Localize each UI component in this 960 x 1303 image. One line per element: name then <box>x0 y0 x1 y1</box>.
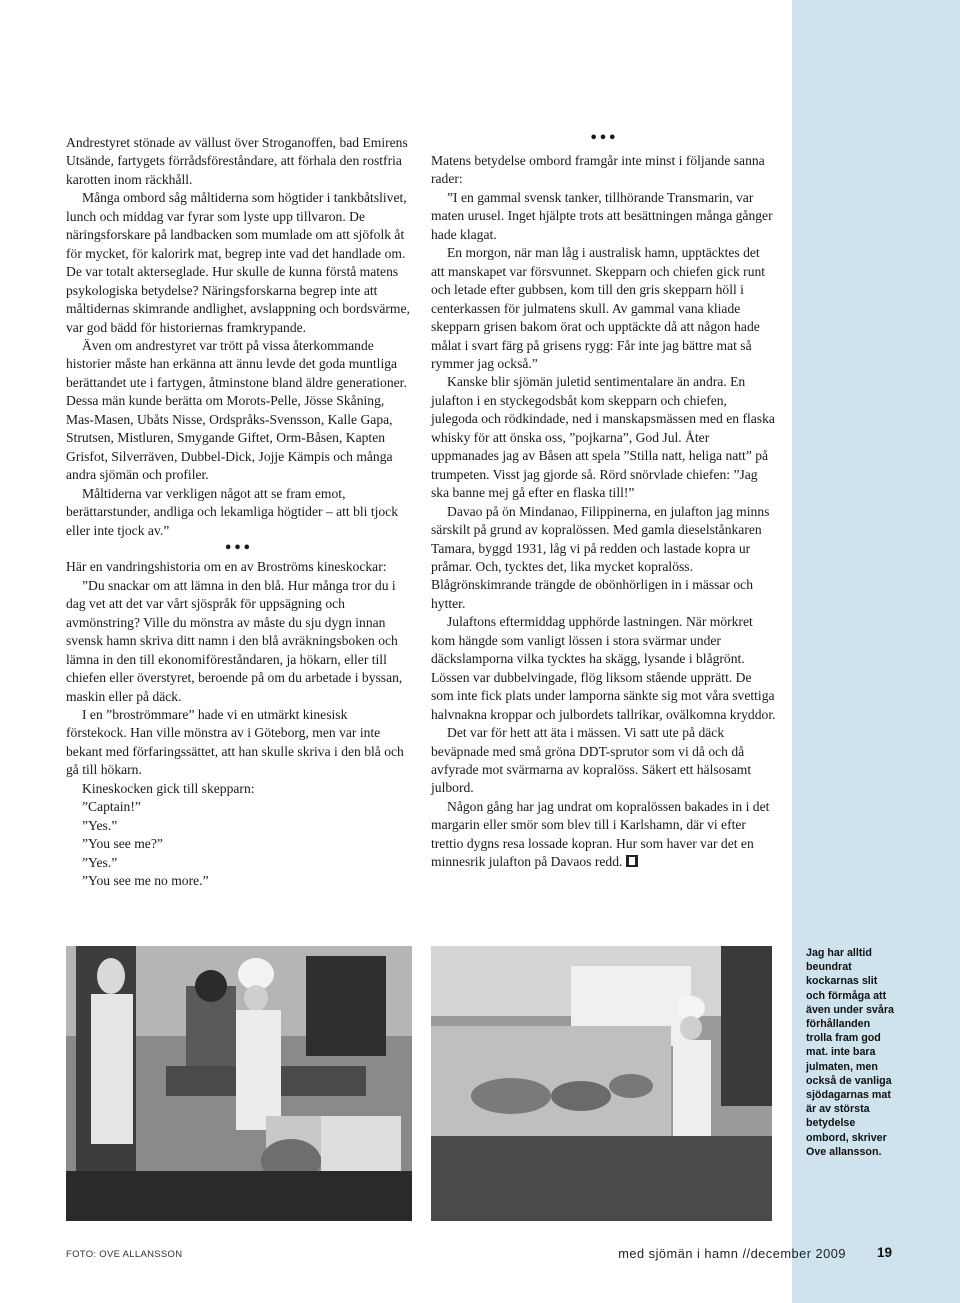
paragraph: Matens betydelse ombord framgår inte minst i följande sanna rader: <box>431 153 765 187</box>
paragraph: En morgon, när man låg i australisk hamn, upptäcktes det att manskapet var försvunnet. Skepparn och chiefen gick runt och letade efter gubbsen, kom till den gris skepparn höll i centerkassen för julmatens skull. Av gammal vana kliade skepparn grisen bakom örat och upptäckte då att någon hade målat i svart färg på grisens rygg: Får inte jag bättre mat så rymmer jag också.” <box>431 245 766 371</box>
paragraph: Många ombord såg måltiderna som högtider i tankbåtslivet, lunch och middag var fyrar som lyste upp tillvaron. De näringsforskare på landbacken som mumlade om att sjöfolk åt för mycket, för kalorirk mat, begrep inte vad det handlade om. De var totalt akterseglade. Hur skulle de kunna förstå matens psykologiska betydelse? Näringsforskarna begrep inte att måltidernas skimrande andlighet, avslappning och bordsvärme, var god bädd för historiernas framkrypande. <box>66 190 410 335</box>
dialogue-line: ”You see me no more.” <box>82 873 209 889</box>
paragraph: Kineskocken gick till skepparn: <box>82 780 255 796</box>
paragraph <box>431 798 776 872</box>
paragraph: Det var för hett att äta i mässen. Vi satt ute på däck beväpnade med små gröna DDT-sprutor som vi då och då avfyrade mot svärmarna av kopralöss. Säkert ett hälsosamt julbord. <box>431 725 752 796</box>
dialogue-line: ”You see me?” <box>82 836 163 852</box>
photo-cook-in-galley <box>431 946 772 1221</box>
page-number: 19 <box>877 1245 893 1260</box>
paragraph-text: Någon gång har jag undrat om kopralössen bakades in i det margarin eller smör som blev till i Karlshamn, där vi efter trettio dygns resa lossade kopran. Hur som haver var det en minnesrik julafton på Davaos redd. <box>431 798 770 870</box>
article-column-left <box>66 134 410 891</box>
dialogue-line: ”Yes.” <box>82 854 118 870</box>
paragraph: Davao på ön Mindanao, Filippinerna, en julafton jag minns särskilt på grund av kopralössen. Med gamla dieselstånkaren Tamara, byggd 1931, låg vi på redden och lastade kopra ur pråmar. Och, tycktes det, lika mycket kopralöss. Blågrönskimrande trängde de obönhörligen in i mässar och hytter. <box>431 503 770 611</box>
end-mark-icon <box>626 855 638 867</box>
magazine-issue-label: med sjömän i hamn //december 2009 <box>618 1246 846 1261</box>
photo-galley-cooks <box>66 946 412 1221</box>
paragraph: Andrestyret stönade av vällust över Stroganoffen, bad Emirens Utsände, fartygets förrådsföreståndare, att förhala den rostfria karotten inom räckhåll. <box>66 135 408 187</box>
photo-caption: Jag har alltid beundrat kockarnas slit och förmåga att även under svåra förhållanden trolla fram god mat. inte bara julmaten, men också de vanliga sjödagarnas mat är av största betydelse ombord, skriver Ove allansson. <box>806 947 894 1158</box>
paragraph: Julaftons eftermiddag upphörde lastningen. När mörkret kom hängde som vanligt lössen i stora svärmar under däckslamporna vilka tycktes ha skägg, lysande i blågrönt. Lössen var dubbelvingade, flög liksom stående upprätt. De som inte fick plats under lamporna sänkte sig mot våra svettiga halvnakna kroppar och julbordets tallrikar, ovälkomna kryddor. <box>431 614 776 722</box>
paragraph: Här en vandringshistoria om en av Broströms kineskockar: <box>66 559 387 575</box>
article-column-right <box>431 131 776 872</box>
paragraph: Även om andrestyret var trött på vissa återkommande historier måste han erkänna att ännu levde det goda muntliga berättandet ute i fartygen, åtminstone bland äldre generationer. Dessa män kunde berätta om Morots-Pelle, Jösse Skåning, Mas-Masen, Ubåts Nisse, Ordspråks-Svensson, Kalle Gapa, Strutsen, Mistluren, Smygande Giftet, Orm-Båsen, Kapten Grisfot, Silverräven, Dubbel-Dick, Jojje Kämpis och många andra sjömän och profiler. <box>66 337 407 483</box>
paragraph: Kanske blir sjömän juletid sentimentalare än andra. En julafton i en styckegodsbåt kom skepparn och chiefen, julegoda och rödkindade, ned i manskapsmässen med en flaska whisky för att önska oss, ”pojkarna”, God Jul. Åter uppmanades jag av Båsen att spela ”Stilla natt, heliga natt” på trumpeten. Visst jag gjorde så. Rörd snörvlade chiefen: ”Jag ska banne mej gå efter en flaska till!” <box>431 374 775 501</box>
paragraph: ”Du snackar om att lämna in den blå. Hur många tror du i dag vet att det var vårt sjöspråk för uppsägning och avmönstring? Ville du mönstra av måste du sju dygn innan svensk hamn skriva ditt namn i den blå avräkningsboken och lämna in den till ekonomiföreståndaren, ja hökarn, eller till chiefen eller överstyret, beroende på om du arbetade i byssan, maskin eller på däck. <box>66 577 403 704</box>
section-separator: ••• <box>224 540 252 556</box>
dialogue-line: ”Yes.” <box>82 817 118 833</box>
dialogue-line: ”Captain!” <box>82 799 141 815</box>
section-separator: ••• <box>589 131 618 146</box>
paragraph: Måltiderna var verkligen något att se fram emot, berättarstunder, andliga och lekamliga högtider – att bli tjock eller inte tjock av.” <box>66 485 399 538</box>
paragraph: ”I en gammal svensk tanker, tillhörande Transmarin, var maten urusel. Inget hjälpte trots att besättningen många gånger hade klagat. <box>431 189 773 242</box>
photo-credit: FOTO: OVE ALLANSSON <box>66 1249 183 1260</box>
paragraph: I en ”broströmmare” hade vi en utmärkt kinesisk förstekock. Han ville mönstra av i Göteborg, men var inte bekant med förfaringssättet, att han skulle skriva i den blå och gå till hökarn. <box>66 707 404 778</box>
